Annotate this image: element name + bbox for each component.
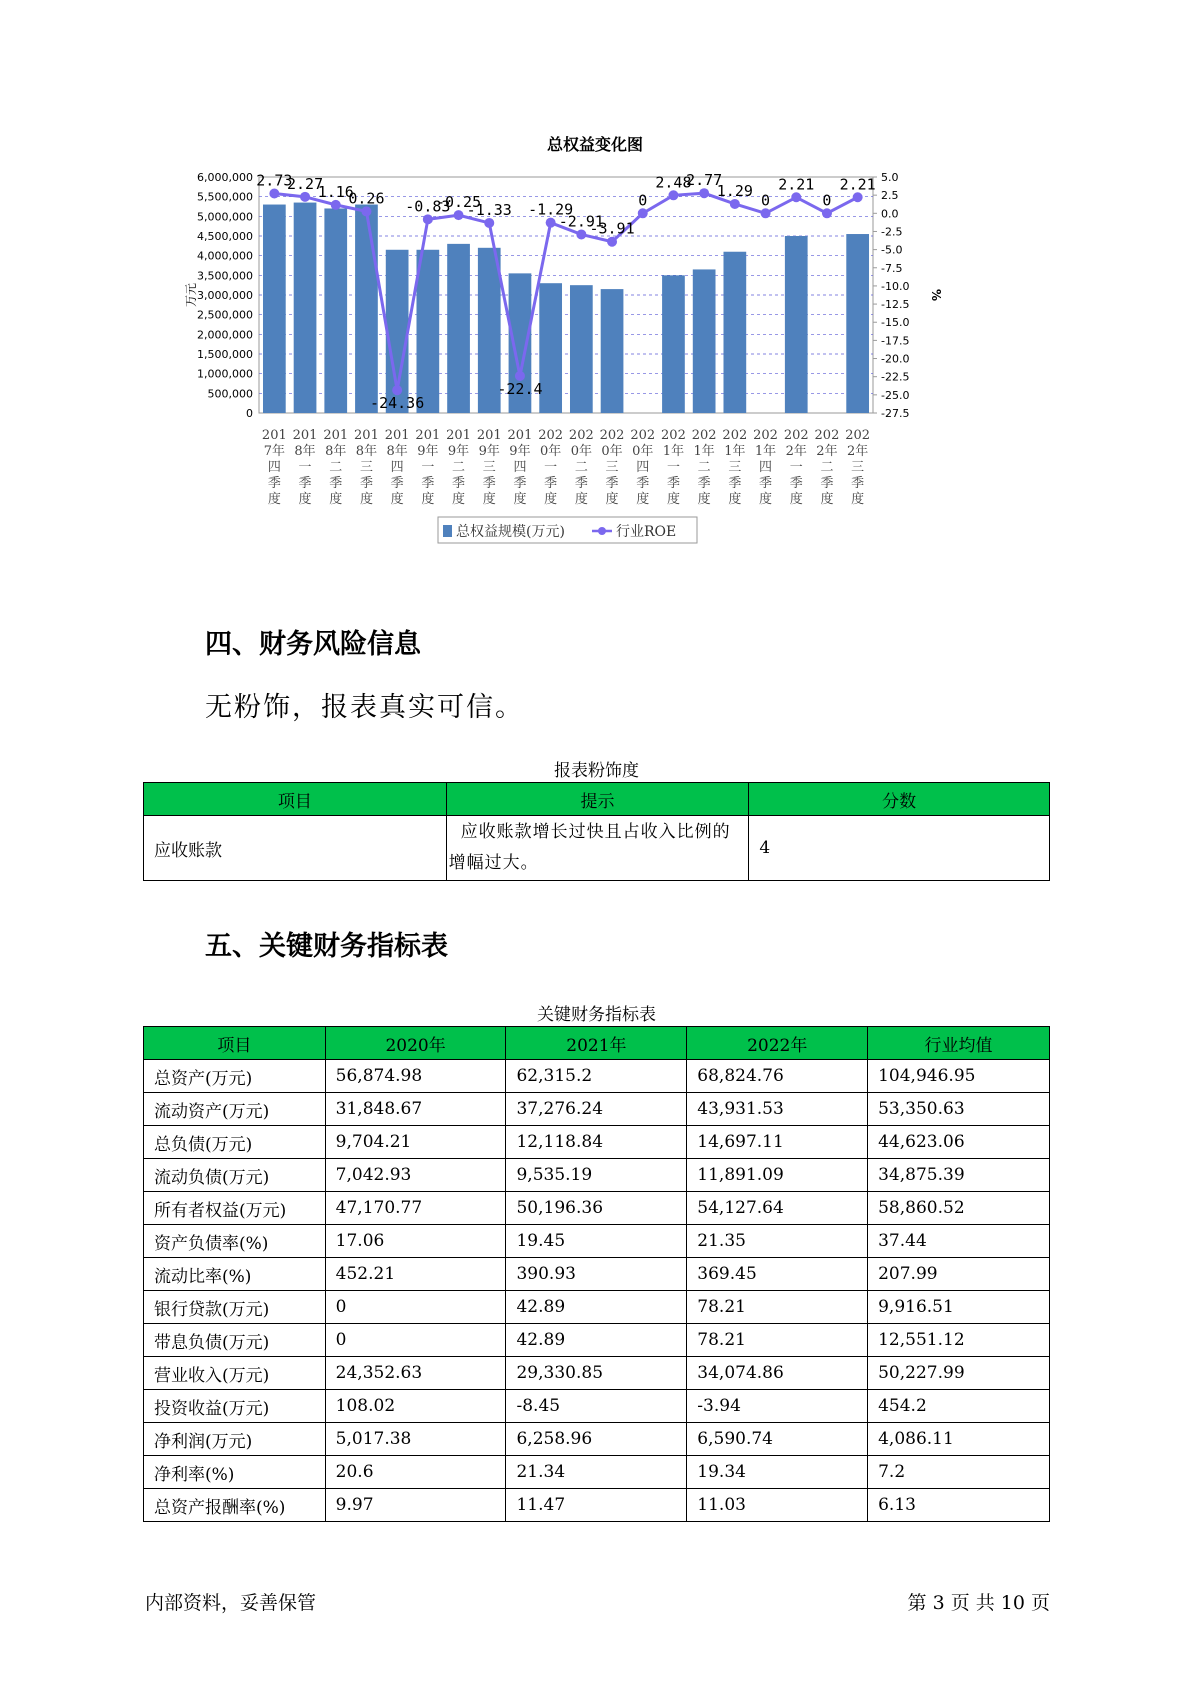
table-header-cell: 2021年 <box>506 1027 687 1060</box>
x-tick-label: 2年 <box>847 444 869 459</box>
y-left-tick-label: 0 <box>246 407 253 420</box>
x-tick-label: 一 <box>421 460 435 475</box>
x-tick-label: 9年 <box>447 444 470 459</box>
legend-bar-swatch <box>443 525 452 537</box>
table-row <box>144 1390 1050 1423</box>
roe-data-label: -1.33 <box>466 200 512 219</box>
table-cell: 资产负债率(%) <box>144 1225 326 1258</box>
roe-data-label: 1.16 <box>317 182 354 201</box>
table-cell: 6,590.74 <box>687 1423 868 1456</box>
x-tick-label: 2年 <box>816 444 838 459</box>
y-right-tick-label: -25.0 <box>881 388 910 402</box>
roe-data-label: -2.91 <box>558 212 604 231</box>
x-tick-label: 度 <box>851 492 865 507</box>
table-header-cell: 2022年 <box>687 1027 868 1060</box>
roe-data-label: -24.36 <box>370 394 425 413</box>
table-cell: 9,535.19 <box>506 1159 687 1192</box>
x-tick-label: 8年 <box>386 444 408 459</box>
legend-bar-label: 总权益规模(万元) <box>456 524 565 540</box>
table-cell: 12,551.12 <box>868 1324 1050 1357</box>
roe-point <box>331 200 341 210</box>
table-cell: 452.21 <box>325 1258 506 1291</box>
x-tick-label: 0年 <box>540 444 562 459</box>
roe-point <box>454 210 464 220</box>
y-right-tick-label: -7.5 <box>881 261 903 275</box>
roe-point <box>361 206 371 216</box>
x-tick-label: 季 <box>544 476 558 491</box>
table-row <box>144 1357 1050 1390</box>
table-cell: 5,017.38 <box>325 1423 506 1456</box>
x-tick-label: 季 <box>851 476 865 491</box>
x-tick-label: 一 <box>298 460 312 475</box>
fs-table-caption: 报表粉饰度 <box>554 761 639 781</box>
x-tick-label: 202 <box>691 428 717 443</box>
x-tick-label: 201 <box>292 428 318 443</box>
table-cell: 47,170.77 <box>325 1192 506 1225</box>
table-cell: 0 <box>325 1291 506 1324</box>
table-row <box>144 1192 1050 1225</box>
x-tick-label: 季 <box>482 476 496 491</box>
kf-table-caption: 关键财务指标表 <box>537 1005 656 1025</box>
x-tick-label: 202 <box>722 428 748 443</box>
table-cell: 62,315.2 <box>506 1060 687 1093</box>
section4-text: 无粉饰，报表真实可信。 <box>205 692 524 723</box>
table-cell: 108.02 <box>325 1390 506 1423</box>
x-tick-label: 度 <box>636 492 650 507</box>
table-cell: 19.45 <box>506 1225 687 1258</box>
bar <box>846 234 869 413</box>
x-tick-label: 201 <box>415 428 441 443</box>
table-cell: 总负债(万元) <box>144 1126 326 1159</box>
table-cell: 44,623.06 <box>868 1126 1050 1159</box>
legend-line-marker <box>598 527 606 535</box>
bar <box>693 269 716 413</box>
table-cell: 净利率(%) <box>144 1456 326 1489</box>
table-cell: 9,704.21 <box>325 1126 506 1159</box>
roe-point <box>822 208 832 218</box>
table-row <box>144 1456 1050 1489</box>
x-tick-label: 季 <box>697 476 711 491</box>
y-right-tick-label: -20.0 <box>881 352 910 366</box>
table-cell: 42.89 <box>506 1291 687 1324</box>
x-tick-label: 季 <box>605 476 619 491</box>
x-tick-label: 季 <box>759 476 773 491</box>
roe-data-label: 2.21 <box>778 175 815 194</box>
y-left-tick-label: 1,500,000 <box>197 348 253 361</box>
table-header-row <box>144 1027 1050 1060</box>
x-tick-label: 202 <box>538 428 564 443</box>
roe-data-label: -0.25 <box>435 193 482 212</box>
table-cell: 营业收入(万元) <box>144 1357 326 1390</box>
table-cell: 所有者权益(万元) <box>144 1192 326 1225</box>
table-cell: 24,352.63 <box>325 1357 506 1390</box>
roe-point <box>300 192 310 202</box>
table-cell: 21.35 <box>687 1225 868 1258</box>
bar <box>355 205 378 413</box>
table-cell: 53,350.63 <box>868 1093 1050 1126</box>
x-tick-label: 1年 <box>724 444 746 459</box>
table-cell: 14,697.11 <box>687 1126 868 1159</box>
roe-point <box>576 229 586 239</box>
x-tick-label: 8年 <box>294 444 316 459</box>
x-tick-label: 度 <box>452 492 466 507</box>
table-cell: 207.99 <box>868 1258 1050 1291</box>
x-tick-label: 202 <box>814 428 840 443</box>
roe-data-label: -0.83 <box>405 197 451 216</box>
x-tick-label: 二 <box>452 460 466 475</box>
table-header-row <box>144 783 1050 816</box>
x-tick-label: 二 <box>820 460 834 475</box>
x-tick-label: 度 <box>759 492 773 507</box>
roe-data-label: -3.91 <box>589 219 635 238</box>
roe-data-label: 2.48 <box>655 173 692 192</box>
footer-note: 内部资料，妥善保管 <box>145 1592 317 1614</box>
x-tick-label: 三 <box>359 460 373 475</box>
table-row <box>144 1258 1050 1291</box>
x-tick-label: 三 <box>851 460 865 475</box>
y-right-tick-label: 0.0 <box>881 207 899 221</box>
x-tick-label: 度 <box>359 492 373 507</box>
table-header-cell: 项目 <box>144 1027 326 1060</box>
x-tick-label: 9年 <box>509 444 531 459</box>
y-left-tick-label: 500,000 <box>207 387 253 401</box>
table-cell: 31,848.67 <box>325 1093 506 1126</box>
roe-point <box>699 188 709 198</box>
roe-data-label: 1.29 <box>716 181 753 200</box>
table-cell: 104,946.95 <box>868 1060 1050 1093</box>
y-right-tick-label: -12.5 <box>881 298 910 312</box>
table-header-cell: 分数 <box>749 783 1050 816</box>
x-tick-label: 7年 <box>263 444 285 459</box>
table-cell: 54,127.64 <box>687 1192 868 1225</box>
x-tick-label: 四 <box>267 460 281 475</box>
x-tick-label: 二 <box>329 460 343 475</box>
equity-chart-svg <box>160 130 1030 600</box>
page-number: 第 3 页 共 10 页 <box>907 1592 1050 1614</box>
y-left-tick-label: 3,500,000 <box>197 269 253 283</box>
x-tick-label: 度 <box>482 492 496 507</box>
table-cell: 50,227.99 <box>868 1357 1050 1390</box>
x-tick-label: 0年 <box>570 444 592 459</box>
x-tick-label: 三 <box>728 460 742 475</box>
x-tick-label: 度 <box>728 492 742 507</box>
table-row <box>144 816 1050 881</box>
roe-data-label: 0.26 <box>348 189 385 208</box>
x-tick-label: 四 <box>513 460 527 475</box>
x-tick-label: 度 <box>544 492 558 507</box>
bar <box>601 289 624 413</box>
fs-table <box>143 782 1050 881</box>
y-left-tick-label: 5,500,000 <box>197 190 253 204</box>
roe-point <box>791 192 801 202</box>
table-cell: 9.97 <box>325 1489 506 1522</box>
table-row <box>144 1093 1050 1126</box>
table-cell: 带息负债(万元) <box>144 1324 326 1357</box>
x-tick-label: 季 <box>452 476 466 491</box>
table-row <box>144 1126 1050 1159</box>
table-row <box>144 1060 1050 1093</box>
x-tick-label: 202 <box>661 428 686 443</box>
x-tick-label: 201 <box>446 428 471 443</box>
y-left-tick-label: 2,500,000 <box>197 308 253 322</box>
x-tick-label: 季 <box>359 476 373 491</box>
roe-data-label: -22.4 <box>497 379 543 398</box>
y-left-tick-label: 3,000,000 <box>197 289 253 302</box>
roe-data-label: 2.21 <box>839 175 876 194</box>
table-cell: 流动负债(万元) <box>144 1159 326 1192</box>
roe-point <box>423 214 433 224</box>
table-cell: 78.21 <box>687 1324 868 1357</box>
table-cell: 7.2 <box>868 1456 1050 1489</box>
x-tick-label: 度 <box>789 492 803 507</box>
bar <box>723 252 746 413</box>
y-right-tick-label: -5.0 <box>881 243 903 257</box>
roe-data-label: 2.77 <box>686 171 723 190</box>
x-tick-label: 季 <box>574 476 588 491</box>
x-tick-label: 三 <box>605 460 619 475</box>
x-tick-label: 一 <box>544 460 558 475</box>
y-right-tick-label: -15.0 <box>881 316 910 330</box>
table-row <box>144 1291 1050 1324</box>
bar <box>570 285 593 413</box>
table-cell: 37,276.24 <box>506 1093 687 1126</box>
y-left-axis-title: 万元 <box>184 282 198 308</box>
x-tick-label: 201 <box>323 428 349 443</box>
x-tick-label: 8年 <box>325 444 347 459</box>
y-left-tick-label: 5,000,000 <box>197 210 253 224</box>
roe-point <box>668 190 678 200</box>
x-tick-label: 0年 <box>601 444 623 459</box>
table-cell: 56,874.98 <box>325 1060 506 1093</box>
x-tick-label: 202 <box>783 428 809 443</box>
x-tick-label: 2年 <box>785 444 807 459</box>
table-cell: 9,916.51 <box>868 1291 1050 1324</box>
table-cell: 34,074.86 <box>687 1357 868 1390</box>
x-tick-label: 201 <box>507 428 533 443</box>
roe-point <box>853 192 863 202</box>
table-cell: 390.93 <box>506 1258 687 1291</box>
y-right-tick-label: 5.0 <box>881 171 899 184</box>
x-tick-label: 度 <box>666 492 680 507</box>
x-tick-label: 四 <box>759 460 773 475</box>
y-right-tick-label: -27.5 <box>881 407 910 420</box>
section5-heading: 五、关键财务指标表 <box>205 931 448 962</box>
x-tick-label: 202 <box>568 428 594 443</box>
table-row <box>144 1159 1050 1192</box>
x-tick-label: 季 <box>390 476 404 491</box>
x-tick-label: 一 <box>666 460 680 475</box>
roe-point <box>546 218 556 228</box>
table-cell: 29,330.85 <box>506 1357 687 1390</box>
x-tick-label: 二 <box>574 460 588 475</box>
table-cell: 银行贷款(万元) <box>144 1291 326 1324</box>
roe-data-label: 0 <box>638 191 648 210</box>
x-tick-label: 度 <box>329 492 343 507</box>
x-tick-label: 季 <box>329 476 343 491</box>
y-right-tick-label: -2.5 <box>881 225 903 239</box>
x-tick-label: 四 <box>390 460 404 475</box>
x-tick-label: 度 <box>697 492 711 507</box>
table-cell: 12,118.84 <box>506 1126 687 1159</box>
bar <box>416 250 439 413</box>
table-row <box>144 1489 1050 1522</box>
x-tick-label: 度 <box>574 492 588 507</box>
y-right-tick-label: -10.0 <box>881 279 910 293</box>
x-tick-label: 一 <box>789 460 803 475</box>
x-tick-label: 度 <box>820 492 834 507</box>
table-header-cell: 项目 <box>144 783 447 816</box>
legend-line-label: 行业ROE <box>616 524 677 540</box>
x-tick-label: 季 <box>636 476 650 491</box>
table-cell: 369.45 <box>687 1258 868 1291</box>
y-left-tick-label: 4,000,000 <box>197 249 253 263</box>
table-cell: 43,931.53 <box>687 1093 868 1126</box>
roe-point <box>484 218 494 228</box>
table-cell: 11.03 <box>687 1489 868 1522</box>
x-tick-label: 季 <box>513 476 527 491</box>
table-cell: 68,824.76 <box>687 1060 868 1093</box>
table-cell: 4,086.11 <box>868 1423 1050 1456</box>
x-tick-label: 9年 <box>478 444 500 459</box>
section4-heading: 四、财务风险信息 <box>205 629 421 660</box>
table-cell: 19.34 <box>687 1456 868 1489</box>
table-cell: 净利润(万元) <box>144 1423 326 1456</box>
x-tick-label: 季 <box>267 476 281 491</box>
table-cell: 流动资产(万元) <box>144 1093 326 1126</box>
roe-data-label: 0 <box>822 191 832 210</box>
roe-point <box>761 208 771 218</box>
table-cell: 6,258.96 <box>506 1423 687 1456</box>
table-cell: 总资产报酬率(%) <box>144 1489 326 1522</box>
table-cell: 6.13 <box>868 1489 1050 1522</box>
x-tick-label: 1年 <box>693 444 715 459</box>
chart-title: 总权益变化图 <box>546 135 644 154</box>
equity-chart <box>160 130 1030 600</box>
table-cell: -3.94 <box>687 1390 868 1423</box>
table-cell: 应收账款增长过快且占收入比例的增幅过大。 <box>446 816 749 881</box>
x-tick-label: 度 <box>267 492 281 507</box>
roe-data-label: -1.29 <box>528 200 574 219</box>
x-tick-label: 二 <box>697 460 711 475</box>
table-cell: 11,891.09 <box>687 1159 868 1192</box>
table-cell: 4 <box>749 816 1050 881</box>
x-tick-label: 8年 <box>355 444 378 459</box>
roe-point <box>730 199 740 209</box>
x-tick-label: 度 <box>421 492 435 507</box>
x-tick-label: 季 <box>820 476 834 491</box>
table-cell: 总资产(万元) <box>144 1060 326 1093</box>
table-header-cell: 行业均值 <box>868 1027 1050 1060</box>
x-tick-label: 9年 <box>417 444 439 459</box>
x-tick-label: 0年 <box>632 444 654 459</box>
x-tick-label: 度 <box>605 492 619 507</box>
bar <box>294 203 317 413</box>
key-financials-table <box>143 1026 1050 1522</box>
x-tick-label: 201 <box>354 428 379 443</box>
bar <box>263 205 286 413</box>
table-cell: 42.89 <box>506 1324 687 1357</box>
x-tick-label: 202 <box>845 428 871 443</box>
table-cell: 投资收益(万元) <box>144 1390 326 1423</box>
x-tick-label: 201 <box>476 428 502 443</box>
roe-data-label: 0 <box>761 191 771 210</box>
x-tick-label: 度 <box>513 492 527 507</box>
roe-point <box>607 237 617 247</box>
x-tick-label: 季 <box>298 476 312 491</box>
table-cell: 17.06 <box>325 1225 506 1258</box>
x-tick-label: 202 <box>599 428 625 443</box>
table-cell: 454.2 <box>868 1390 1050 1423</box>
y-right-tick-label: -22.5 <box>881 370 910 384</box>
roe-data-label: 2.73 <box>256 171 293 190</box>
x-tick-label: 季 <box>421 476 435 491</box>
table-row <box>144 1423 1050 1456</box>
table-row <box>144 1225 1050 1258</box>
x-tick-label: 三 <box>482 460 496 475</box>
bar <box>785 236 808 413</box>
table-cell: 34,875.39 <box>868 1159 1050 1192</box>
bar <box>539 283 562 413</box>
table-cell: 11.47 <box>506 1489 687 1522</box>
x-tick-label: 201 <box>261 428 287 443</box>
table-cell: 58,860.52 <box>868 1192 1050 1225</box>
bar <box>662 275 685 413</box>
roe-point <box>269 188 279 198</box>
y-left-tick-label: 2,000,000 <box>197 328 253 342</box>
x-tick-label: 四 <box>636 460 650 475</box>
roe-data-label: 2.27 <box>286 174 324 193</box>
y-right-axis-title: % <box>929 288 943 302</box>
x-tick-label: 1年 <box>662 444 685 459</box>
table-cell: 应收账款 <box>144 816 447 881</box>
bar <box>447 244 470 413</box>
table-cell: -8.45 <box>506 1390 687 1423</box>
table-cell: 37.44 <box>868 1225 1050 1258</box>
roe-point <box>638 208 648 218</box>
table-cell: 流动比率(%) <box>144 1258 326 1291</box>
y-left-tick-label: 6,000,000 <box>197 171 253 184</box>
table-header-cell: 提示 <box>446 783 749 816</box>
table-cell: 20.6 <box>325 1456 506 1489</box>
x-tick-label: 1年 <box>754 444 777 459</box>
x-tick-label: 度 <box>390 492 404 507</box>
bar <box>324 208 347 413</box>
y-left-tick-label: 1,000,000 <box>197 367 253 381</box>
table-header-cell: 2020年 <box>325 1027 506 1060</box>
x-tick-label: 度 <box>298 492 312 507</box>
table-cell: 50,196.36 <box>506 1192 687 1225</box>
table-row <box>144 1324 1050 1357</box>
y-right-tick-label: -17.5 <box>881 334 910 348</box>
table-cell: 21.34 <box>506 1456 687 1489</box>
table-cell: 78.21 <box>687 1291 868 1324</box>
x-tick-label: 202 <box>630 428 656 443</box>
x-tick-label: 季 <box>789 476 803 491</box>
y-left-tick-label: 4,500,000 <box>197 230 253 243</box>
x-tick-label: 季 <box>666 476 680 491</box>
table-cell: 7,042.93 <box>325 1159 506 1192</box>
table-cell: 0 <box>325 1324 506 1357</box>
x-tick-label: 季 <box>728 476 742 491</box>
x-tick-label: 201 <box>384 428 410 443</box>
y-right-tick-label: 2.5 <box>881 189 899 203</box>
x-tick-label: 202 <box>753 428 778 443</box>
